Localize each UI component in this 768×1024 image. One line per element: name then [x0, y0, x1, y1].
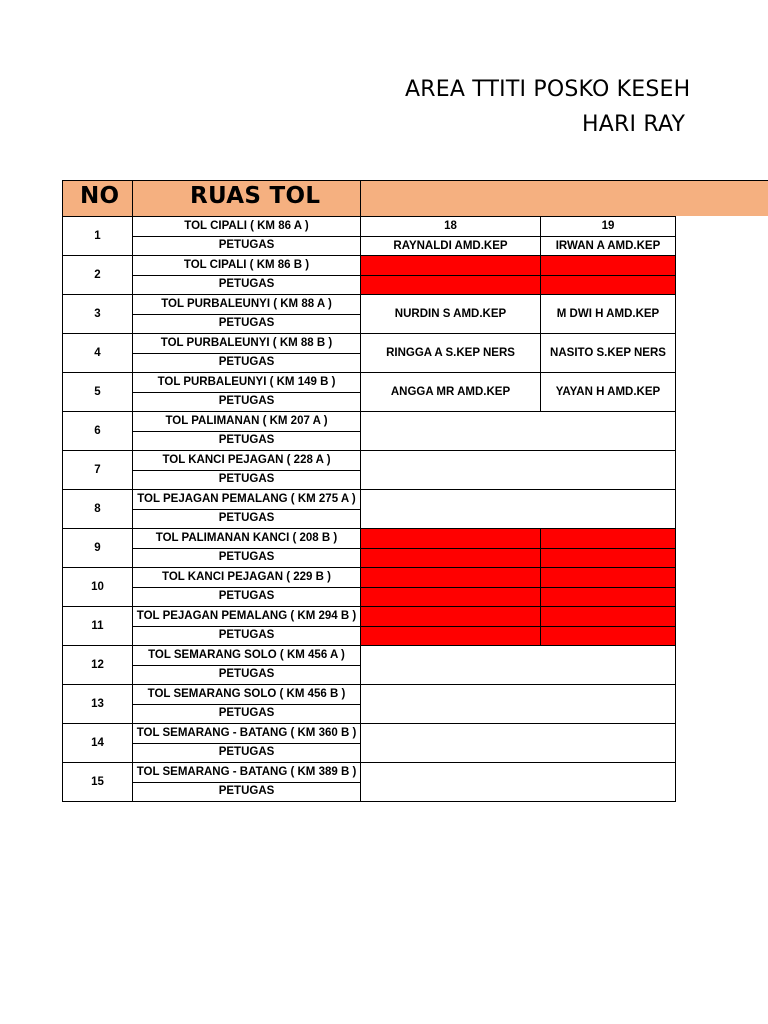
- petugas-label[interactable]: PETUGAS: [133, 587, 361, 607]
- empty-cell[interactable]: [361, 685, 676, 724]
- empty-cell[interactable]: [361, 646, 676, 685]
- ruas-tol-cell[interactable]: TOL PURBALEUNYI ( KM 149 B ): [133, 373, 361, 393]
- petugas-label[interactable]: PETUGAS: [133, 548, 361, 568]
- petugas-name-19[interactable]: M DWI H AMD.KEP: [541, 295, 676, 334]
- empty-cell[interactable]: [361, 763, 676, 802]
- table-row: [63, 607, 676, 627]
- table-row: [63, 568, 676, 588]
- column-header-ruas-tol: RUAS TOL: [190, 183, 321, 209]
- petugas-name-18[interactable]: ANGGA MR AMD.KEP: [361, 373, 541, 412]
- row-number[interactable]: 11: [63, 607, 133, 646]
- highlight-cell-19[interactable]: [541, 256, 676, 276]
- schedule-table: [62, 216, 676, 802]
- petugas-name-18[interactable]: RINGGA A S.KEP NERS: [361, 334, 541, 373]
- empty-cell[interactable]: [361, 724, 676, 763]
- row-number[interactable]: 13: [63, 685, 133, 724]
- table-row: [63, 490, 676, 510]
- table-row: [63, 256, 676, 276]
- row-number[interactable]: 10: [63, 568, 133, 607]
- highlight-cell-18[interactable]: [361, 568, 541, 588]
- ruas-tol-cell[interactable]: TOL PEJAGAN PEMALANG ( KM 275 A ): [133, 490, 361, 510]
- highlight-cell-19[interactable]: [541, 275, 676, 295]
- table-row: [63, 217, 676, 237]
- table-row: [63, 587, 676, 607]
- petugas-label[interactable]: PETUGAS: [133, 470, 361, 490]
- highlight-cell-18[interactable]: [361, 587, 541, 607]
- table-row: [63, 685, 676, 705]
- table-row: [63, 373, 676, 393]
- empty-cell[interactable]: [361, 490, 676, 529]
- petugas-label[interactable]: PETUGAS: [133, 236, 361, 256]
- row-number[interactable]: 2: [63, 256, 133, 295]
- row-number[interactable]: 14: [63, 724, 133, 763]
- highlight-cell-18[interactable]: [361, 548, 541, 568]
- day-header-19[interactable]: 19: [541, 217, 676, 237]
- column-header-no: NO: [80, 183, 120, 209]
- row-number[interactable]: 4: [63, 334, 133, 373]
- petugas-label[interactable]: PETUGAS: [133, 704, 361, 724]
- petugas-label[interactable]: PETUGAS: [133, 665, 361, 685]
- day-header-18[interactable]: 18: [361, 217, 541, 237]
- petugas-label[interactable]: PETUGAS: [133, 509, 361, 529]
- table-row: [63, 646, 676, 666]
- highlight-cell-19[interactable]: [541, 548, 676, 568]
- ruas-tol-cell[interactable]: TOL KANCI PEJAGAN ( 228 A ): [133, 451, 361, 471]
- row-number[interactable]: 1: [63, 217, 133, 256]
- table-row: [63, 451, 676, 471]
- table-row: [63, 626, 676, 646]
- highlight-cell-19[interactable]: [541, 587, 676, 607]
- highlight-cell-18[interactable]: [361, 529, 541, 549]
- highlight-cell-19[interactable]: [541, 529, 676, 549]
- petugas-name-18[interactable]: RAYNALDI AMD.KEP: [361, 236, 541, 256]
- petugas-label[interactable]: PETUGAS: [133, 782, 361, 802]
- empty-cell[interactable]: [361, 451, 676, 490]
- highlight-cell-18[interactable]: [361, 626, 541, 646]
- ruas-tol-cell[interactable]: TOL PEJAGAN PEMALANG ( KM 294 B ): [133, 607, 361, 627]
- table-row: [63, 295, 676, 315]
- petugas-name-19[interactable]: YAYAN H AMD.KEP: [541, 373, 676, 412]
- table-row: [63, 275, 676, 295]
- row-number[interactable]: 7: [63, 451, 133, 490]
- ruas-tol-cell[interactable]: TOL CIPALI ( KM 86 B ): [133, 256, 361, 276]
- petugas-label[interactable]: PETUGAS: [133, 353, 361, 373]
- ruas-tol-cell[interactable]: TOL PALIMANAN ( KM 207 A ): [133, 412, 361, 432]
- highlight-cell-19[interactable]: [541, 568, 676, 588]
- sheet-title: AREA TTITI POSKO KESEH: [405, 77, 691, 102]
- row-number[interactable]: 15: [63, 763, 133, 802]
- ruas-tol-cell[interactable]: TOL CIPALI ( KM 86 A ): [133, 217, 361, 237]
- ruas-tol-cell[interactable]: TOL PURBALEUNYI ( KM 88 B ): [133, 334, 361, 354]
- petugas-label[interactable]: PETUGAS: [133, 626, 361, 646]
- ruas-tol-cell[interactable]: TOL SEMARANG SOLO ( KM 456 A ): [133, 646, 361, 666]
- row-number[interactable]: 9: [63, 529, 133, 568]
- table-row: [63, 412, 676, 432]
- ruas-tol-cell[interactable]: TOL SEMARANG SOLO ( KM 456 B ): [133, 685, 361, 705]
- petugas-name-19[interactable]: NASITO S.KEP NERS: [541, 334, 676, 373]
- table-row: [63, 763, 676, 783]
- petugas-name-19[interactable]: IRWAN A AMD.KEP: [541, 236, 676, 256]
- row-number[interactable]: 5: [63, 373, 133, 412]
- highlight-cell-19[interactable]: [541, 626, 676, 646]
- ruas-tol-cell[interactable]: TOL SEMARANG - BATANG ( KM 389 B ): [133, 763, 361, 783]
- ruas-tol-cell[interactable]: TOL KANCI PEJAGAN ( 229 B ): [133, 568, 361, 588]
- petugas-name-18[interactable]: NURDIN S AMD.KEP: [361, 295, 541, 334]
- empty-cell[interactable]: [361, 412, 676, 451]
- row-number[interactable]: 3: [63, 295, 133, 334]
- row-number[interactable]: 8: [63, 490, 133, 529]
- highlight-cell-19[interactable]: [541, 607, 676, 627]
- row-number[interactable]: 12: [63, 646, 133, 685]
- table-row: [63, 236, 676, 256]
- petugas-label[interactable]: PETUGAS: [133, 275, 361, 295]
- ruas-tol-cell[interactable]: TOL PURBALEUNYI ( KM 88 A ): [133, 295, 361, 315]
- table-row: [63, 334, 676, 354]
- petugas-label[interactable]: PETUGAS: [133, 431, 361, 451]
- petugas-label[interactable]: PETUGAS: [133, 743, 361, 763]
- table-row: [63, 548, 676, 568]
- highlight-cell-18[interactable]: [361, 256, 541, 276]
- table-row: [63, 529, 676, 549]
- petugas-label[interactable]: PETUGAS: [133, 392, 361, 412]
- highlight-cell-18[interactable]: [361, 275, 541, 295]
- ruas-tol-cell[interactable]: TOL SEMARANG - BATANG ( KM 360 B ): [133, 724, 361, 744]
- row-number[interactable]: 6: [63, 412, 133, 451]
- table-row: [63, 724, 676, 744]
- petugas-label[interactable]: PETUGAS: [133, 314, 361, 334]
- ruas-tol-cell[interactable]: TOL PALIMANAN KANCI ( 208 B ): [133, 529, 361, 549]
- highlight-cell-18[interactable]: [361, 607, 541, 627]
- sheet-subtitle: HARI RAY: [582, 112, 686, 137]
